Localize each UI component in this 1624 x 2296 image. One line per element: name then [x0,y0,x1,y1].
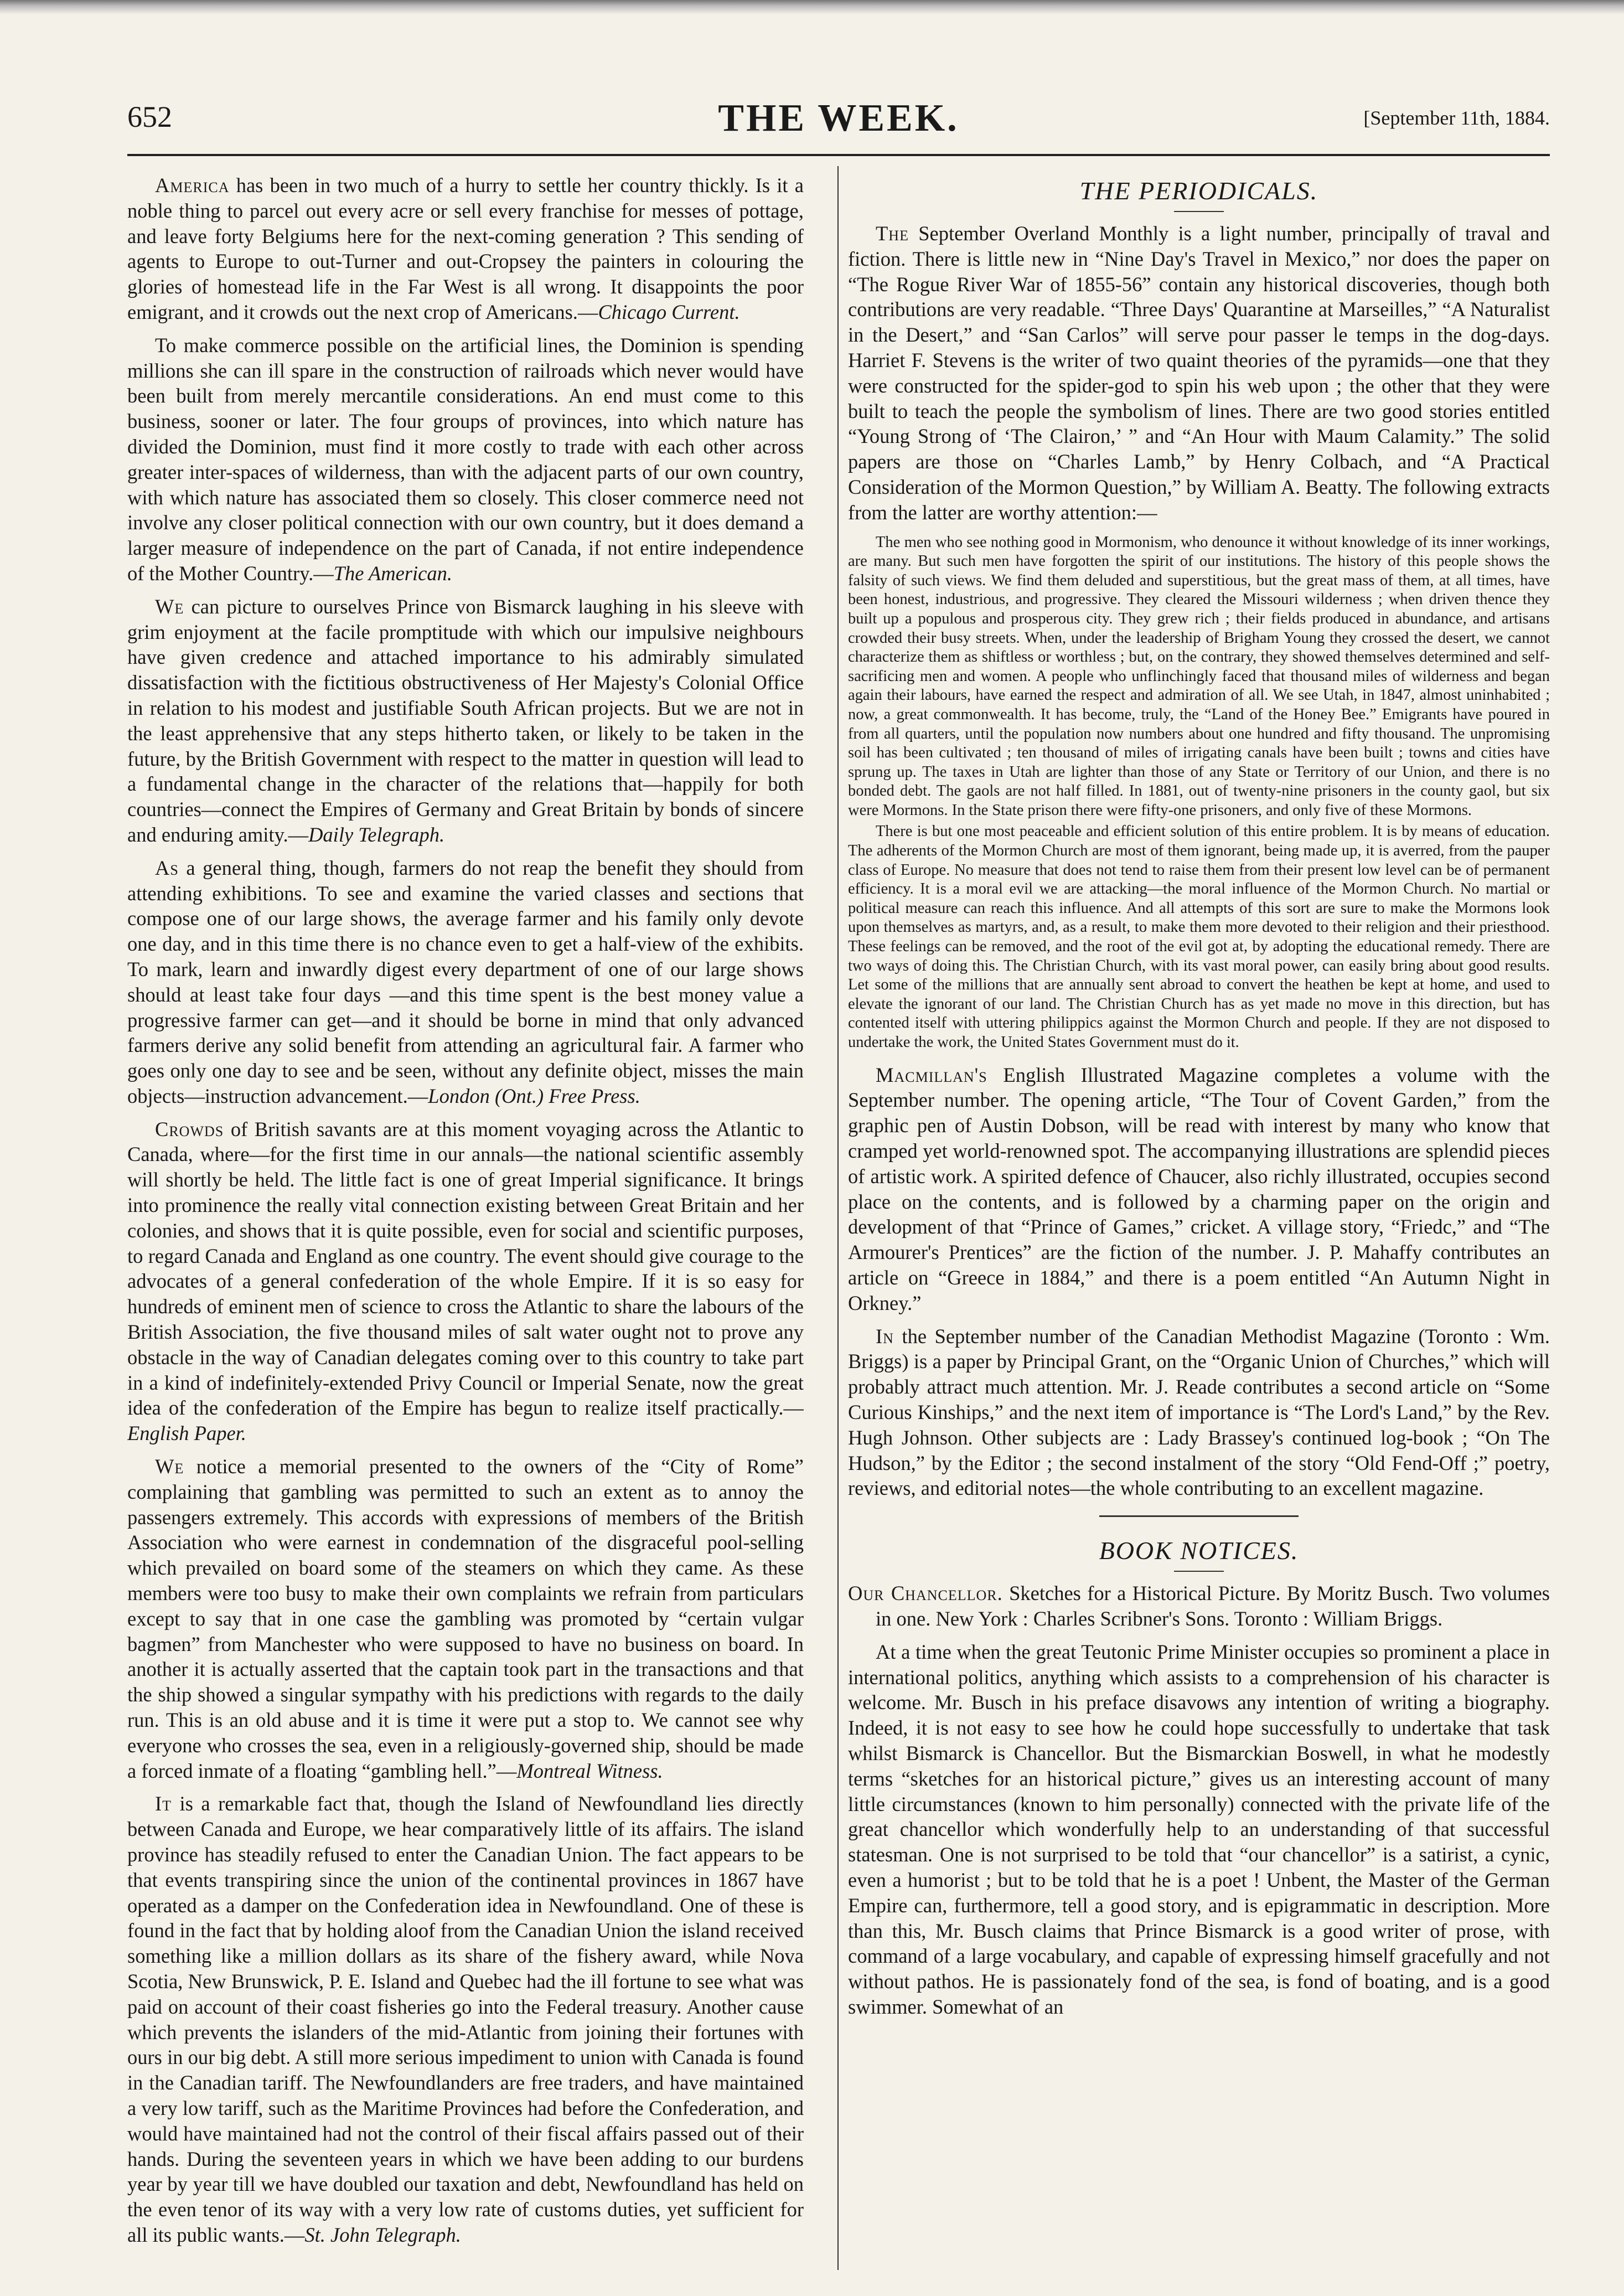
section-rule [1099,1515,1299,1517]
source-citation: London (Ont.) Free Press. [428,1084,640,1107]
spacer [848,1055,1550,1062]
column-rule [837,166,839,2270]
paragraph-farmers: As a general thing, though, farmers do not reap the benefit they should from attending exhibitions. To see and examine the varied classes and sections that compose one of our large shows, the average farmer and his family only devote one day, and in this time there is no chance even to get a half-view of the exhibits. To mark, learn and inwardly digest every department of one of our large shows should at least take four days —and this time spent is the best money value a progressive farmer can get—and it should be borne in mind that only advanced farmers derive any solid benefit from attending an agricultural fair. A farmer who goes only one day to see and be seen, without any definite object, misses the main objects—instruction advancement.—London (Ont.) Free Press. [127,856,804,1107]
source-citation: Chicago Current. [598,300,740,323]
source-citation: Montreal Witness. [516,1759,663,1782]
page-header [127,97,1550,149]
paragraph-bismarck: We can picture to ourselves Prince von Bismarck laughing in his sleeve with grim enjoyment at the facile promptitude with which our impulsive neighbours have given credence and attached importance to his admirably simulated dissatisfaction with the fictitious obstructiveness of Her Majesty's Colonial Office in relation to his modest and justifiable South African projects. But we are not in the least apprehensive that any steps hitherto taken, or likely to be taken in the future, by the British Government with respect to the matter in question will lead to a fundamental change in the character of the relations that—happily for both countries—connect the Empires of Germany and Great Britain by bonds of sincere and enduring amity.—Daily Telegraph. [127,595,804,846]
heading-rule [1174,211,1224,212]
source-citation: St. John Telegraph. [304,2223,461,2246]
book-entry-heading: Our Chancellor. Sketches for a Historical Picture. By Moritz Busch. Two volumes in one. New York : Charles Scribner's Sons. Toronto : William Briggs. [848,1582,1550,1630]
periodicals-heading: THE PERIODICALS. [1079,177,1318,205]
source-citation: English Paper. [127,1422,246,1445]
right-column [848,173,1550,2277]
page-number: 652 [127,100,172,133]
extract-mormonism: The men who see nothing good in Mormonism, who denounce it without knowledge of its inner workings, are many. But such men have forgotten the spirit of our institutions. The history of this people shows the falsity of such views. We find them deluded and superstitious, but the great mass of them, at all times, have been honest, industrious, and progressive. They cleared the Missouri wilderness ; when driven thence they built up a populous and prosperous city. They grew rich ; their fields produced in abundance, and artisans crowded their busy streets. When, under the leadership of Brigham Young they crossed the desert, we cannot characterize them as shiftless or worthless ; but, on the contrary, they showed themselves determined and self-sacrificing men and women. A people who unflinchingly faced that thousand miles of wilderness and began again their labours, have earned the respect and admiration of all. We see Utah, in 1847, almost uninhabited ; now, a great commonwealth. It has become, truly, the “Land of the Honey Bee.” Emigrants have poured in from all quarters, until the population now numbers about one hundred and fifty thousand. The unpromising soil has been cultivated ; ten thousand of miles of irrigating canals have been built ; towns and cities have sprung up. The taxes in Utah are lighter than those of any State or Territory of our Union, and there is no bonded debt. The gaols are not half filled. In 1881, out of twenty-nine prisoners in the county gaol, but six were Mormons. In the State prison there were fifty-one prisoners, and only five of these Mormons. [848,533,1550,819]
paragraph-commerce: To make commerce possible on the artificial lines, the Dominion is spending millions she can ill spare in the construction of railroads which never would have been built from merely mercantile considerations. An end must come to this business, sooner or later. The four groups of provinces, into which nature has divided the Dominion, must find it more costly to trade with each other across greater inter-spaces of wilderness, than with the adjacent parts of our own country, with which nature has associated them so closely. This closer commerce need not involve any closer political connection with our own country, but it does demand a larger measure of independence on the part of Canada, if not entire independence of the Mother Country.—The American. [127,333,804,585]
paragraph-overland-monthly: The September Overland Monthly is a light number, principally of traval and fiction. There is little new in “Nine Day's Travel in Mexico,” nor does the paper on “The Rogue River War of 1855-56” contain any historical discoveries, though both contributions are very readable. “Three Days' Quarantine at Marseilles,” “A Naturalist in the Desert,” and “San Carlos” will serve pour passer le temps in the dog-days. Harriet F. Stevens is the writer of two quaint theories of the pyramids—one that they were constructed for the spider-god to spin his web upon ; the other that they were built to teach the people the symbolism of lines. There are two good stories entitled “Young Strong of ‘The Clairon,’ ” and “An Hour with Maum Calamity.” The solid papers are those on “Charles Lamb,” by Henry Colbach, and “A Practical Consideration of the Mormon Question,” by William A. Beatty. The following extracts from the latter are worthy attention:— [848,222,1550,524]
source-citation: Daily Telegraph. [308,823,445,846]
left-column [127,173,804,2277]
header-rule [127,154,1550,156]
paragraph-macmillan: Macmillan's English Illustrated Magazine completes a volume with the September number. The opening article, “The Tour of Covent Garden,” from the graphic pen of Austin Dobson, will be read with interest by many who know that cramped yet world-renowned spot. The accompanying illustrations are splendid pieces of artistic work. A spirited defence of Chaucer, also richly illustrated, occupies second place on the contents, and is followed by a charming paper on the origin and development of that “Prince of Games,” cricket. A village story, “Friedc,” and “The Armourer's Prentices” are the fiction of the number. J. P. Mahaffy contributes an article on “Greece in 1884,” and there is a poem entitled “An Autumn Night in Orkney.” [848,1063,1550,1314]
paragraph-newfoundland: It is a remarkable fact that, though the Island of Newfoundland lies directly between Canada and Europe, we hear comparatively little of its affairs. The island province has steadily refused to enter the Canadian Union. The fact appears to be that events transpiring since the union of the continental provinces in 1867 have operated as a damper on the Confederation idea in Newfoundland. One of these is found in the fact that by holding aloof from the Canadian Union the island received something like a million dollars as its share of the fishery award, while Nova Scotia, New Brunswick, P. E. Island and Quebec had the ill fortune to see what was paid on account of their coast fisheries go into the Federal treasury. Another cause which prevents the islanders of the mid-Atlantic from joining their fortunes with ours in our big debt. A still more serious impediment to union with Canada is found in the Canadian tariff. The Newfoundlanders are free traders, and have maintained a very low tariff, such as the Maritime Provinces had before the Confederation, and would have maintained had not the control of their fiscal affairs passed out of their hands. During the seventeen years in which we have been adding to our burdens year by year till we have doubled our taxation and debt, Newfoundland has held on the even tenor of its way with a very low rate of customs duties, yet sufficient for all its public wants.—St. John Telegraph. [127,1792,804,2246]
paragraph-gambling: We notice a memorial presented to the owners of the “City of Rome” complaining that gambling was permitted to such an extent as to annoy the passengers extremely. This accords with expressions of members of the British Association who were earnest in condemnation of the disgraceful pool-selling which prevailed on board some of the steamers on which they came. As these members were too busy to make their own complaints we refrain from particulars except to say that in one case the gambling was promoted by “certain vulgar bagmen” from Manchester who were supposed to have no business on board. In another it is actually asserted that the captain took part in the transactions and that the ship showed a singular sympathy with his predictions with regards to the daily run. This is an old abuse and it is time it were put a stop to. We cannot see why everyone who crosses the sea, even in a religiously-governed ship, should be made a forced inmate of a floating “gambling hell.”—Montreal Witness. [127,1455,804,1782]
paragraph-savants: Crowds of British savants are at this moment voyaging across the Atlantic to Canada, where—for the first time in our annals—the national scientific assembly will shortly be held. The little fact is one of great Imperial significance. It brings into prominence the really vital connection existing between Great Britain and her colonies, and shows that it is quite possible, even for social and scientific purposes, to regard Canada and England as one country. The event should give courage to the advocates of a general confederation of the whole Empire. If it is so easy for hundreds of eminent men of science to cross the Atlantic to share the labours of the British Association, the five thousand miles of salt water ought not to prove any obstacle in the way of Canadian delegates coming over to this country to take part in a kind of indefinitely-extended Privy Council or Imperial Senate, now the great idea of the confederation of the Empire has begun to realize itself practically.—English Paper. [127,1117,804,1445]
masthead: THE WEEK. [718,97,959,140]
extract-education: There is but one most peaceable and efficient solution of this entire problem. It is by means of education. The adherents of the Mormon Church are most of them ignorant, being made up, it is averred, from the pauper class of Europe. No measure that does not tend to raise them from their present low level can be of permanent efficiency. It is a moral evil we are attacking—the moral influence of the Mormon Church. No martial or political measure can reach this influence. And all attempts of this sort are sure to make the Mormons look upon themselves as martyrs, and, as a result, to make them more devoted to their religion and their priesthood. These feelings can be removed, and the root of the evil got at, by adopting the educational remedy. There are two ways of doing this. The Christian Church, with its vast moral power, can easily bring about good results. Let some of the millions that are annually sent abroad to convert the heathen be kept at home, and used to elevate the ignorant of our land. The Christian Church has as yet made no move in this direction, but has contented itself with uttering philippics against the Mormon Church and people. If they are not disposed to undertake the work, the United States Government must do it. [848,823,1550,1051]
page-top-edge [0,0,1624,14]
source-citation: The American. [333,561,452,585]
issue-date: [September 11th, 1884. [1363,107,1550,129]
heading-rule [1174,1571,1224,1572]
paragraph-america: America has been in two much of a hurry to settle her country thickly. Is it a noble thing to parcel out every acre or sell every franchise for messes of pottage, and leave forty Belgiums here for the next-coming generation ? This sending of agents to Europe to out-Turner and out-Cropsey the painters in colouring the glories of homestead life in the Far West is all wrong. It disappoints the poor emigrant, and it crowds out the next crop of Americans.—Chicago Current. [127,174,804,323]
book-notices-heading: BOOK NOTICES. [1099,1536,1299,1565]
paragraph-methodist: In the September number of the Canadian Methodist Magazine (Toronto : Wm. Briggs) is a paper by Principal Grant, on the “Organic Union of Churches,” which will probably attract much attention. Mr. J. Reade contributes a second article on “Some Curious Kinships,” and the next item of importance is “The Lord's Land,” by the Rev. Hugh Johnson. Other subjects are : Lady Brassey's continued log-book ; “On The Hudson,” by the Editor ; the second instalment of the story “Old Fend-Off ;” poetry, reviews, and editorial notes—the whole contributing to an excellent magazine. [848,1324,1550,1500]
paragraph-book-review: At a time when the great Teutonic Prime Minister occupies so prominent a place in international politics, anything which assists to a comprehension of his character is welcome. Mr. Busch in his preface disavows any intention of writing a biography. Indeed, it is not easy to see how he could hope successfully to undertake that task whilst Bismarck is Chancellor. But the Bismarckian Boswell, in what he modestly terms “sketches for an historical picture,” gives us an interesting account of many little circumstances (known to him personally) connected with the private life of the great chancellor which wonderfully help to an understanding of that successful statesman. One is not surprised to be told that “our chancellor” is a satirist, a cynic, even a humorist ; but to be told that he is a poet ! Unbent, the Master of the German Empire can, furthermore, tell a good story, and is epigrammatic in description. More than this, Mr. Busch claims that Prince Bismarck is a good writer of prose, with command of a large vocabulary, and capable of expressing himself gracefully and not without pathos. He is passionately fond of the sea, is fond of boating, and is a good swimmer. Somewhat of an [848,1640,1550,2018]
